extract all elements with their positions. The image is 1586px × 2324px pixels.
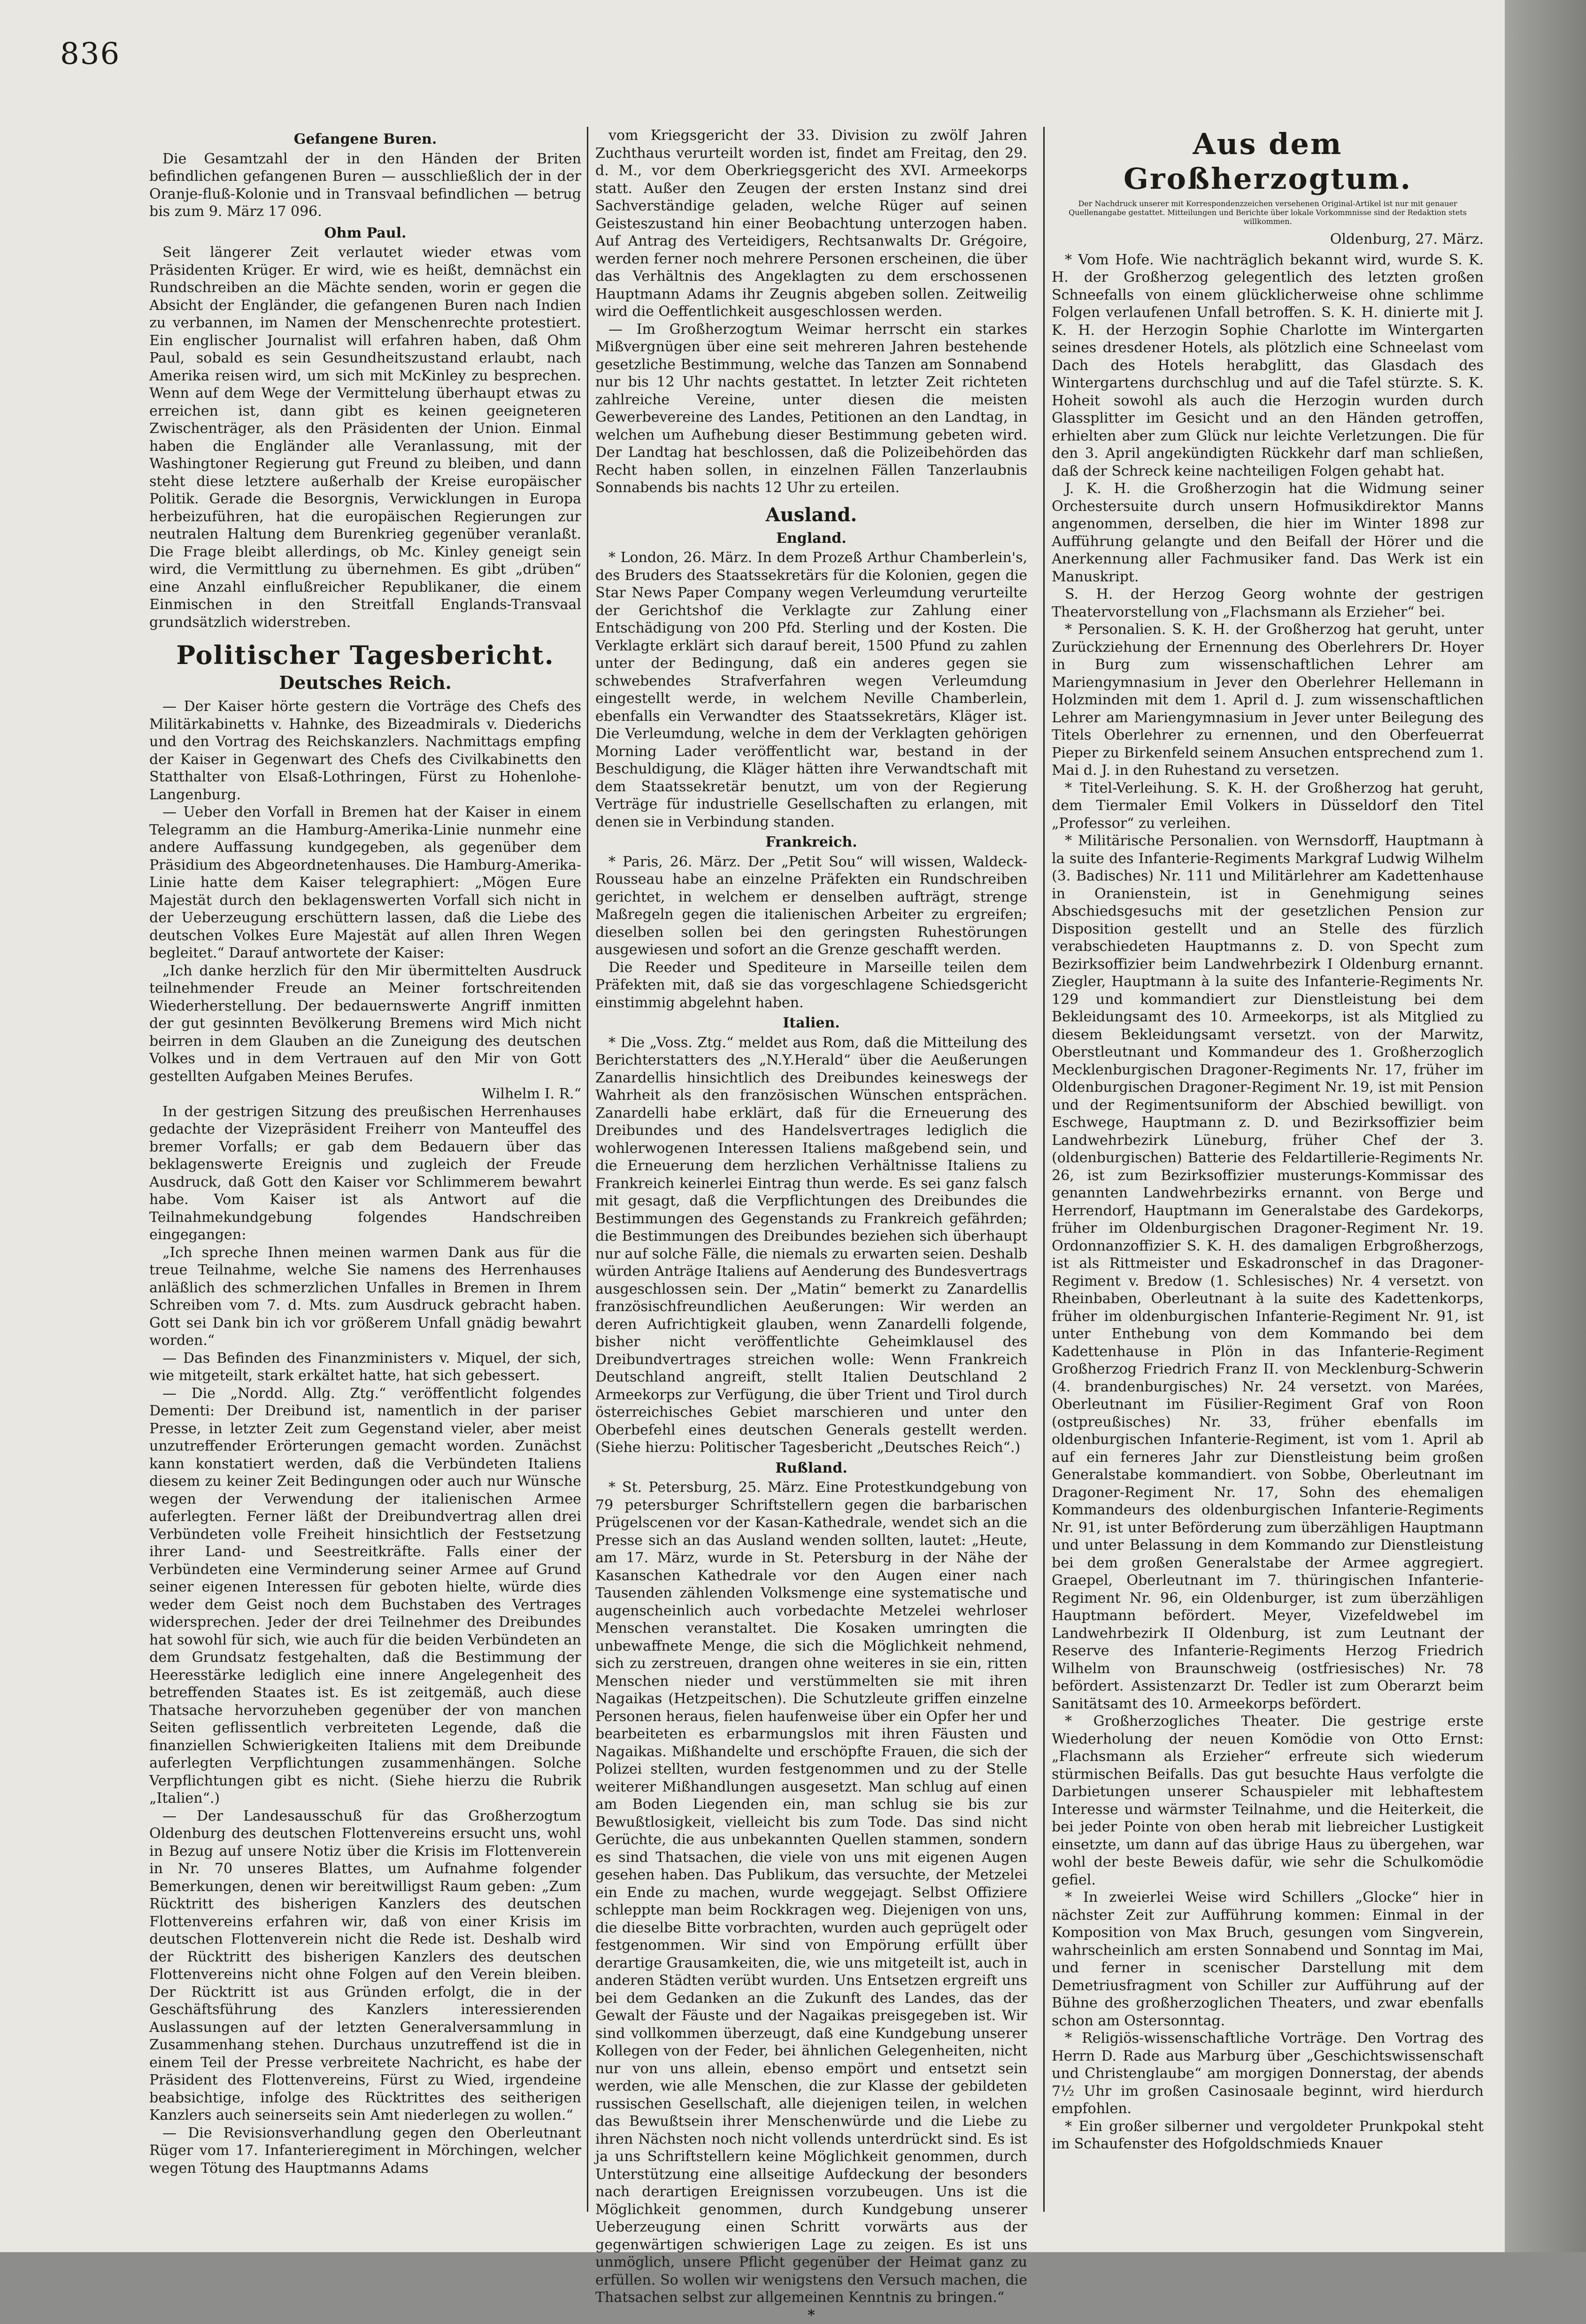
signature-line: Wilhelm I. R.“ bbox=[149, 1085, 581, 1103]
article-quote: „Ich spreche Ihnen meinen warmen Dank aus für die treue Teilnahme, welche Sie namens des Herrenhauses anläßlich des schmerzlichen Unfalles in Bremen in Ihrem Schreiben vom 7. d. Mts. zum Ausdruck gebracht haben. Gott sei Dank bin ich vor größerem Unfall gnädig bewahrt worden.“ bbox=[149, 1244, 581, 1350]
article-paragraph: * Die „Voss. Ztg.“ meldet aus Rom, daß die Mitteilung des Berichterstatters des „N.Y.Herald“ über die Aeußerungen Zanardellis hinsichtlich des Dreibundes keineswegs der Wahrheit als den französischen Wünschen entsprächen. Zanardelli habe erklärt, daß für die Erneuerung des Dreibundes und des Handelsvertrages lediglich die wohlerwogenen Interessen Italiens maßgebend sein, und die Erneuerung dem herzlichen Verhältnisse Italiens zu Frankreich keinerlei Eintrag thun werde. Es sei ganz falsch mit gesagt, daß die Verpflichtungen des Dreibundes die Bestimmungen des Gegenstands zu Frankreich gefährden; die Bestimmungen des Dreibundes beziehen sich überhaupt nur auf solche Fälle, die niemals zu erwarten seien. Deshalb würden Anträge Italiens auf Aenderung des Bundesvertrags ausgeschlossen sein. Der „Matin“ bemerkt zu Zanardellis französischfreundlichen Aeußerungen: Wir werden an deren Aufrichtigkeit glauben, wenn Zanardelli folgende, bisher nicht veröffentlichte Geheimklausel des Dreibundvertrages streichen wolle: Wenn Frankreich Deutschland angreift, stellt Italien Deutschland 2 Armeekorps zur Verfügung, die über Trient und Tirol durch österreichisches Gebiet marschieren und unter den Oberbefehl eines deutschen Generals gestellt werden. (Siehe hierzu: Politischer Tagesbericht „Deutsches Reich“.) bbox=[595, 1034, 1027, 1457]
main-heading: Politischer Tagesbericht. bbox=[149, 640, 581, 671]
reprint-notice: Der Nachdruck unserer mit Korrespondenzzeichen versehenen Original-Artikel ist nur mit genauer Quellenangabe gestattet. Mitteilungen und Berichte über lokale Vorkommnisse sind der Redaktion stets willkommen. bbox=[1052, 199, 1484, 226]
article-paragraph: * In zweierlei Weise wird Schillers „Glocke“ hier in nächster Zeit zur Aufführung kommen: Einmal in der Komposition von Max Bruch, gesungen vom Singverein, wahrscheinlich am ersten Sonnabend und Sonntag im Mai, und ferner in scenischer Darstellung mit dem Demetriusfragment von Schiller zur Aufführung auf der Bühne des großherzoglichen Theaters, und zwar ebenfalls schon am Ostersonntag. bbox=[1052, 1889, 1484, 2030]
sub-heading: Deutsches Reich. bbox=[149, 672, 581, 694]
article-paragraph: * Großherzogliches Theater. Die gestrige erste Wiederholung der neuen Komödie von Otto Ernst: „Flachsmann als Erzieher“ erfreute sich wiederum stürmischen Beifalls. Das gut besuchte Haus verfolgte die Darbietungen unserer Schauspieler mit lebhaftestem Interesse und wärmster Teilnahme, und die Heiterkeit, die bei jeder Pointe von oben herab mit liebreicher Lustigkeit einsetzte, um dann auf das übrige Haus zu übergehen, war wohl der beste Beweis dafür, wie sehr die Schulkomödie gefiel. bbox=[1052, 1713, 1484, 1889]
column-rule bbox=[1043, 127, 1045, 2212]
column-left bbox=[149, 127, 581, 2226]
scan-margin bbox=[1505, 0, 1586, 2252]
section-heading: Gefangene Buren. bbox=[149, 131, 581, 148]
article-paragraph: — Die Revisionsverhandlung gegen den Oberleutnant Rüger vom 17. Infanterieregiment in Mörchingen, welcher wegen Tötung des Hauptmanns Adams bbox=[149, 2124, 581, 2177]
country-heading: England. bbox=[595, 530, 1027, 548]
country-heading: Italien. bbox=[595, 1014, 1027, 1032]
article-paragraph: * Vom Hofe. Wie nachträglich bekannt wird, wurde S. K. H. der Großherzog gelegentlich des letzten großen Schneefalls von einem glücklicherweise ohne schlimme Folgen verlaufenen Unfall betroffen. S. K. H. dinierte mit J. K. H. der Herzogin Sophie Charlotte im Wintergarten seines dresdener Hotels, als plötzlich eine Schneelast vom Dach des Hotels herabglitt, das Glasdach des Wintergartens durchschlug und auf die Tafel stürzte. S. K. Hoheit sowohl als auch die Herzogin wurden durch Glassplitter im Gesicht und an den Händen getroffen, erhielten aber zum Glück nur leichte Verletzungen. Die für den 3. April angekündigten Rückkehr darf man schließen, daß der Schreck keine nachteiligen Folgen gehabt hat. bbox=[1052, 251, 1484, 480]
article-paragraph: — Der Kaiser hörte gestern die Vorträge des Chefs des Militärkabinetts v. Hahnke, des Bizeadmirals v. Diederichs und den Vortrag des Reichskanzlers. Nachmittags empfing der Kaiser in Gegenwart des Chefs des Civilkabinetts den Statthalter von Elsaß-Lothringen, Fürst zu Hohenlohe-Langenburg. bbox=[149, 698, 581, 803]
column-right bbox=[1052, 127, 1484, 2226]
section-masthead: Aus dem Großherzogtum. bbox=[1052, 127, 1484, 196]
article-paragraph: Die Reeder und Spediteure in Marseille teilen dem Präfekten mit, daß sie das vorgeschlagene Schiedsgericht einstimmig abgelehnt haben. bbox=[595, 959, 1027, 1012]
article-paragraph: — Im Großherzogtum Weimar herrscht ein starkes Mißvergnügen über eine seit mehreren Jahren bestehende gesetzliche Bestimmung, welche das Tanzen am Sonnabend nur bis 12 Uhr nachts gestattet. In letzter Zeit richteten zahlreiche Vereine, unter diesen die meisten Gewerbevereine des Landes, Petitionen an den Landtag, in welchen um Aufhebung dieser Bestimmung gebeten wird. Der Landtag hat beschlossen, daß die Polizeibehörden das Recht haben sollen, in einzelnen Fällen Tanzerlaubnis Sonnabends bis nachts 12 Uhr zu erteilen. bbox=[595, 321, 1027, 497]
section-heading-ausland: Ausland. bbox=[595, 503, 1027, 527]
article-paragraph: vom Kriegsgericht der 33. Division zu zwölf Jahren Zuchthaus verurteilt worden ist, findet am Freitag, den 29. d. M., vor dem Oberkriegsgericht des XVI. Armeekorps statt. Außer den Zeugen der ersten Instanz sind drei Sachverständige geladen, welche Rüger auf seinen Geisteszustand hin einer Beobachtung unterzogen haben. Auf Antrag des Verteidigers, Rechtsanwalts Dr. Grégoire, werden ferner noch mehrere Personen erscheinen, die über das Verhältnis des Angeklagten zu dem erschossenen Hauptmann Adams ihr Zeugnis abgeben sollen. Zeitweilig wird die Oeffentlichkeit ausgeschlossen werden. bbox=[595, 127, 1027, 321]
article-paragraph: * Paris, 26. März. Der „Petit Sou“ will wissen, Waldeck-Rousseau habe an einzelne Präfekten ein Rundschreiben gerichtet, in welchem er denselben aufträgt, strenge Maßregeln gegen die italienischen Arbeiter zu ergreifen; dieselben sollen bei den geringsten Ruhestörungen ausgewiesen und sofort an die Grenze geschafft werden. bbox=[595, 853, 1027, 959]
article-paragraph: * Personalien. S. K. H. der Großherzog hat geruht, unter Zurückziehung der Ernennung des Oberlehrers Dr. Hoyer in Burg zum wissenschaftlichen Lehrer am Mariengymnasium in Jever den Oberlehrer Hellemann in Holzminden mit dem 1. April d. J. zum wissenschaftlichen Lehrer am Mariengymnasium in Jever unter Beilegung des Titels Oberlehrer zu ernennen, und den Oberfeuerrat Pieper zu Birkenfeld seinem Ansuchen entsprechend zum 1. Mai d. J. in den Ruhestand zu versetzen. bbox=[1052, 621, 1484, 780]
article-paragraph: In der gestrigen Sitzung des preußischen Herrenhauses gedachte der Vizepräsident Freiherr von Manteuffel des bremer Vorfalls; er gab dem Bedauern über das beklagenswerte Ereignis und zugleich der Freude Ausdruck, daß Gott den Kaiser vor Schlimmerem bewahrt habe. Vom Kaiser ist als Antwort auf die Teilnahmekundgebung folgendes Handschreiben eingegangen: bbox=[149, 1103, 581, 1244]
article-paragraph: Seit längerer Zeit verlautet wieder etwas vom Präsidenten Krüger. Er wird, wie es heißt, demnächst ein Rundschreiben an die Mächte senden, worin er gegen die Absicht der Engländer, die gefangenen Buren nach Indien zu verbannen, im Namen der Menschenrechte protestiert. Ein englischer Journalist will erfahren haben, daß Ohm Paul, sobald es sein Gesundheitszustand erlaubt, nach Amerika reisen wird, um sich mit McKinley zu besprechen. Wenn auf dem Wege der Vermittelung überhaupt etwas zu erreichen ist, dann gibt es keinen geeigneteren Zwischenträger, als den Präsidenten der Union. Einmal haben die Engländer alle Veranlassung, mit der Washingtoner Regierung gut Freund zu bleiben, und dann steht diese letztere außerhalb der Kreise europäischer Politik. Gerade die Besorgnis, Verwicklungen in Europa herbeizuführen, hat die europäischen Regierungen zur neutralen Haltung dem Burenkrieg gegenüber veranlaßt. Die Frage bleibt allerdings, ob Mc. Kinley geneigt sein wird, die Vermittlung zu übernehmen. Es gibt „drüben“ eine Anzahl einflußreicher Republikaner, die einem Einmischen in den Streitfall Englands-Transvaal grundsätzlich widerstreben. bbox=[149, 244, 581, 631]
country-heading: Frankreich. bbox=[595, 834, 1027, 851]
article-paragraph: * Titel-Verleihung. S. K. H. der Großherzog hat geruht, dem Tiermaler Emil Volkers in Düsseldorf den Titel „Professor“ zu verleihen. bbox=[1052, 780, 1484, 833]
article-paragraph: Die Gesamtzahl der in den Händen der Briten befindlichen gefangenen Buren — ausschließlich der in der Oranje-fluß-Kolonie und in Transvaal befindlichen — betrug bis zum 9. März 17 096. bbox=[149, 150, 581, 221]
article-paragraph: * London, 26. März. In dem Prozeß Arthur Chamberlein's, des Bruders des Staatssekretärs für die Kolonien, gegen die Star News Paper Company wegen Verleumdung verurteilte der Gerichtshof die Verklagte zur Zahlung einer Entschädigung von 200 Pfd. Sterling und der Kosten. Die Verklagte erklärt sich darauf bereit, 1500 Pfund zu zahlen unter der Bedingung, daß ein anderes gegen sie schwebendes Strafverfahren wegen Verleumdung eingestellt werde, in welchem Neville Chamberlein, ebenfalls ein Verwandter des Staatssekretärs, Kläger ist. Die Verleumdung, welche in dem der Verklagten gehörigen Morning Lader veröffentlicht war, bestand in der Beschuldigung, die Kläger hätten ihre Verwandtschaft mit dem Staatssekretär benutzt, um von der Regierung Verträge für industrielle Gesellschaften zu erlangen, mit denen sie in Verbindung standen. bbox=[595, 549, 1027, 831]
page-number: 836 bbox=[60, 37, 120, 71]
article-paragraph: * St. Petersburg, 25. März. Eine Protestkundgebung von 79 petersburger Schriftstellern gegen die barbarischen Prügelscenen vor der Kasan-Kathedrale, wendet sich an die Presse sich an das Ausland wenden sollten, lautet: „Heute, am 17. März, wurde in St. Petersburg in der Nähe der Kasanschen Kathedrale vor den Augen einer nach Tausenden zählenden Volksmenge eine systematische und augenscheinlich auch vorbedachte Metzelei wehrloser Menschen veranstaltet. Die Kosaken umringten die unbewaffnete Menge, die sich die Möglichkeit nehmend, sich zu zerstreuen, drangen ohne weiteres in sie ein, ritten Menschen nieder und verstümmelten sie mit ihren Nagaikas (Hetzpeitschen). Die Schutzleute griffen einzelne Personen heraus, fielen haufenweise über ein Opfer her und bearbeiteten es erbarmungslos mit ihren Fäusten und Nagaikas. Mißhandelte und erschöpfte Frauen, die sich der Polizei stellten, wurden festgenommen und zu der Stelle weiterer Mißhandlungen ausgesetzt. Man schlug auf einen am Boden Liegenden ein, man schlug sie bis zur Bewußtlosigkeit, vielleicht bis zum Tode. Das sind nicht Gerüchte, die aus unbekannten Quellen stammen, sondern es sind Thatsachen, die viele von uns mit eigenen Augen gesehen haben. Das Publikum, das versuchte, der Metzelei ein Ende zu machen, wurde weggejagt. Selbst Offiziere schleppte man beim Rockkragen weg. Diejenigen von uns, die dieselbe Bitte vorbrachten, wurden auch geprügelt oder festgenommen. Wir sind von Empörung erfüllt über derartige Grausamkeiten, die, wie uns mitgeteilt ist, auch in anderen Städten verübt wurden. Uns Entsetzen ergreift uns bei dem Gedanken an die Zukunft des Landes, das der Gewalt der Fäuste und der Nagaikas preisgegeben ist. Wir sind vollkommen überzeugt, daß eine Kundgebung unserer Kollegen von der Feder, bei ähnlichen Gelegenheiten, nicht nur von uns allein, ebenso empört und entsetzt sein werden, wie alle Menschen, die zur Klasse der gebildeten russischen Gesellschaft, alle diejenigen teilen, in welchen das Bewußtsein ihrer Menschenwürde und die Liebe zu ihren Nächsten noch nicht vollends unterdrückt sind. Es ist ja uns Schriftstellern keine Möglichkeit genommen, durch Unterstützung eine allseitige Aufdeckung der besonders nach derartigen Ereignissen vorzubeugen. Uns ist die Möglichkeit genommen, durch Kundgebung unserer Ueberzeugung einen Schritt vorwärts aus der gegenwärtigen schwierigen Lage zu zeigen. Es ist uns unmöglich, unsere Pflicht gegenüber der Heimat ganz zu erfüllen. So wollen wir wenigstens den Versuch machen, die Thatsachen selbst zur allgemeinen Kenntnis zu bringen.“ bbox=[595, 1479, 1027, 2307]
article-paragraph: — Die „Nordd. Allg. Ztg.“ veröffentlicht folgendes Dementi: Der Dreibund ist, namentlich in der pariser Presse, in letzter Zeit zum Gegenstand vieler, aber meist unzutreffender Erörterungen gemacht worden. Zunächst kann konstatiert werden, daß die Verbündeten Italiens diesem zu keiner Zeit Bedingungen oder auch nur Wünsche wegen der Verwendung der italienischen Armee auferlegten. Ferner läßt der Dreibundvertrag allen drei Verbündeten volle Freiheit hinsichtlich der Festsetzung ihrer Land- und Seestreitkräfte. Falls einer der Verbündeten eine Verminderung seiner Armee auf Grund seiner eigenen Interessen für geboten hielte, würde dies weder dem Geist noch dem Buchstaben des Vertrages widersprechen. Jeder der drei Teilnehmer des Dreibundes hat sowohl für sich, wie auch für die beiden Verbündeten an dem Grundsatz festgehalten, daß die Bestimmung der Heeresstärke lediglich eine innere Angelegenheit des betreffenden Staates ist. Es ist zeitgemäß, auch diese Thatsache hervorzuheben gegenüber der von manchen Seiten geflissentlich verbreiteten Legende, daß die finanziellen Schwierigkeiten Italiens mit dem Dreibunde auferlegten Verpflichtungen zusammenhängen. Solche Verpflichtungen gibt es nicht. (Siehe hierzu die Rubrik „Italien“.) bbox=[149, 1385, 581, 1807]
column-middle bbox=[595, 127, 1027, 2226]
article-paragraph: * Religiös-wissenschaftliche Vorträge. Den Vortrag des Herrn D. Rade aus Marburg über „Geschichtswissenschaft und Christenglaube“ am morgigen Donnerstag, der abends 7½ Uhr im großen Casinosaale beginnt, wird hierdurch empfohlen. bbox=[1052, 2030, 1484, 2118]
article-paragraph: S. H. der Herzog Georg wohnte der gestrigen Theatervorstellung von „Flachsmann als Erzieher“ bei. bbox=[1052, 586, 1484, 621]
article-paragraph: * Militärische Personalien. von Wernsdorff, Hauptmann à la suite des Infanterie-Regiments Markgraf Ludwig Wilhelm (3. Badisches) Nr. 111 und Militärlehrer am Kadettenhause in Oranienstein, ist in Genehmigung seines Abschiedsgesuchs mit der gesetzlichen Pension zur Disposition gestellt und an Stelle des fürzlich verabschiedeten Hauptmanns z. D. von Specht zum Bezirksoffizier beim Landwehrbezirk I Oldenburg ernannt. Ziegler, Hauptmann à la suite des Infanterie-Regiments Nr. 129 und kommandiert zur Dienstleistung bei dem Bekleidungsamt des 10. Armeekorps, ist als Mitglied zu diesem Bekleidungsamt versetzt. von der Marwitz, Oberstleutnant und Kommandeur des 1. Großherzoglich Mecklenburgischen Dragoner-Regiments Nr. 17, früher im Oldenburgischen Dragoner-Regiment Nr. 19, ist mit Pension und der Regimentsuniform der Abschied bewilligt. von Eschwege, Hauptmann z. D. und Bezirksoffizier beim Landwehrbezirk Lüneburg, früher Chef der 3. (oldenburgischen) Batterie des Feldartillerie-Regiments Nr. 26, ist zum Bezirksoffizier musterungs-Kommissar des genannten Landwehrbezirks ernannt. von Berge und Herrendorf, Hauptmann im Generalstabe des Gardekorps, früher im Oldenburgischen Dragoner-Regiment Nr. 19. Ordonnanzoffizier S. K. H. des damaligen Erbgroßherzogs, ist als Rittmeister und Eskadronschef in das Dragoner-Regiment v. Bredow (1. Schlesisches) Nr. 4 versetzt. von Rheinbaben, Oberleutnant à la suite des Kadettenkorps, früher im oldenburgischen Infanterie-Regiment Nr. 91, ist unter Enthebung von dem Kommando bei dem Kadettenhause in Plön in das Infanterie-Regiment Großherzog Friedrich Franz II. von Mecklenburg-Schwerin (4. brandenburgisches) Nr. 24 versetzt. von Marées, Oberleutnant im Füsilier-Regiment Graf von Roon (ostpreußisches) Nr. 33, früher ebenfalls im oldenburgischen Infanterie-Regiment, ist vom 1. April ab auf ein ferneres Jahr zur Dienstleistung beim großen Generalstabe kommandiert. von Sobbe, Oberleutnant im Dragoner-Regiment Nr. 17, Sohn des ehemaligen Kommandeurs des oldenburgischen Infanterie-Regiments Nr. 91, ist unter Beförderung zum überzähligen Hauptmann und unter Belassung in dem Kommando zur Dienstleistung bei dem großen Generalstabe der Armee aggregiert. Graepel, Oberleutnant im 7. thüringischen Infanterie-Regiment Nr. 96, ein Oldenburger, ist zum überzähligen Hauptmann befördert. Meyer, Vizefeldwebel im Landwehrbezirk II Oldenburg, ist zum Leutnant der Reserve des Infanterie-Regiments Herzog Friedrich Wilhelm von Braunschweig (ostfriesisches) Nr. 78 befördert. Assistenzarzt Dr. Tedler ist zum Oberarzt beim Sanitätsamt des 10. Armeekorps befördert. bbox=[1052, 832, 1484, 1713]
section-heading: Ohm Paul. bbox=[149, 224, 581, 242]
article-paragraph: * Ein großer silberner und vergoldeter Prunkpokal steht im Schaufenster des Hofgoldschmieds Knauer bbox=[1052, 2118, 1484, 2153]
article-paragraph: — Ueber den Vorfall in Bremen hat der Kaiser in einem Telegramm an die Hamburg-Amerika-Linie nunmehr eine andere Auffassung kundgegeben, als gegenüber dem Präsidium des Abgeordnetenhauses. Die Hamburg-Amerika-Linie hatte dem Kaiser telegraphiert: „Mögen Eure Majestät durch den beklagenswerten Vorfall sich nicht in der Ueberzeugung erschüttern lassen, daß die Liebe des deutschen Volkes Eure Majestät auf allen Ihren Wegen begleitet.“ Darauf antwortete der Kaiser: bbox=[149, 803, 581, 962]
article-quote: „Ich danke herzlich für den Mir übermittelten Ausdruck teilnehmender Freude an Meiner fortschreitenden Wiederherstellung. Der bedauernswerte Angriff inmitten der gut gesinnten Bevölkerung Bremens wird Mich nicht beirren in dem Glauben an die Zuneigung des deutschen Volkes und in dem Vertrauen auf den Mir von Gott gestellten Aufgaben Meines Berufes. bbox=[149, 962, 581, 1086]
dateline: Oldenburg, 27. März. bbox=[1052, 231, 1484, 248]
column-rule bbox=[587, 127, 588, 2212]
article-paragraph: — Der Landesausschuß für das Großherzogtum Oldenburg des deutschen Flottenvereins ersucht uns, wohl in Bezug auf unsere Notiz über die Krisis im Flottenverein in Nr. 70 unseres Blattes, um Aufnahme folgender Bemerkungen, denen wir bereitwilligst Raum geben: „Zum Rücktritt des bisherigen Kanzlers des deutschen Flottenvereins erfahren wir, daß von einer Krisis im deutschen Flottenverein nicht die Rede ist. Deshalb wird der Rücktritt des bisherigen Kanzlers des deutschen Flottenvereins nicht ohne Folgen auf den Verein bleiben. Der Rücktritt ist aus Gründen erfolgt, die in der Geschäftsführung des Kanzlers interessierenden Auslassungen auf der letzten Generalversammlung in Zusammenhang stehen. Durchaus unzutreffend ist die in einem Teil der Presse verbreitete Nachricht, es habe der Präsident des Flottenvereins, Fürst zu Wied, irgendeine beabsichtige, infolge des Rücktrittes des seitherigen Kanzlers auch seinerseits sein Amt niederlegen zu wollen.“ bbox=[149, 1807, 581, 2124]
article-paragraph: J. K. H. die Großherzogin hat die Widmung seiner Orchestersuite durch unsern Hofmusikdirektor Manns angenommen, derselben, die hier im Winter 1898 zur Aufführung gelangte und den Beifall der Hörer und die Anerkennung aller Fachmusiker fand. Das Werk ist ein Manuskript. bbox=[1052, 480, 1484, 586]
end-mark: * bbox=[595, 2307, 1027, 2324]
country-heading: Rußland. bbox=[595, 1459, 1027, 1477]
article-paragraph: — Das Befinden des Finanzministers v. Miquel, der sich, wie mitgeteilt, stark erkältet hatte, hat sich gebessert. bbox=[149, 1350, 581, 1385]
